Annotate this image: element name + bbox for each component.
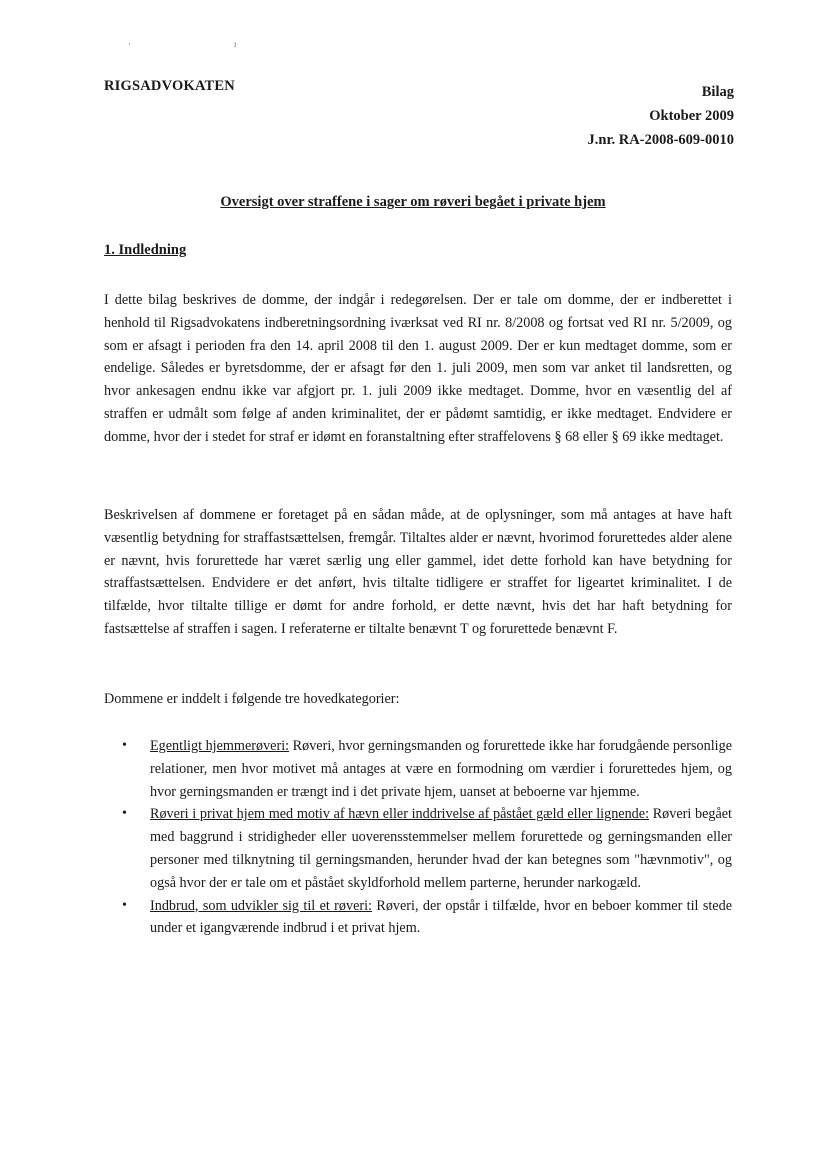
- category-term: Røveri i privat hjem med motiv af hævn eller inddrivelse af påstået gæld eller lignende:: [150, 806, 650, 823]
- document-label: Bilag: [701, 84, 734, 100]
- document-date: Oktober 2009: [649, 108, 734, 124]
- document-meta: [588, 80, 734, 152]
- document-title-wrap: [0, 194, 826, 211]
- paragraph-intro: I dette bilag beskrives de domme, der indgår i redegørelsen. Der er tale om domme, der er indberettet i henhold til Rigsadvokatens indberetningsordning iværksat ved RI nr. 8/2008 og fortsat ved RI nr. 5/2009, og som er afsagt i perioden fra den 14. april 2008 til den 1. august 2009. Der er kun medtaget domme, som er endelige. Således er byretsdomme, der er afsagt før den 1. juli 2009, men som var anket til landsretten, og hvor ankesagen endnu ikke var afgjort pr. 1. juli 2009 ikke medtaget. Domme, hvor en væsentlig del af straffen er udmålt som følge af anden kriminalitet, der er pådømt samtidig, er ikke medtaget. Endvidere er domme, hvor der i stedet for straf er idømt en foranstaltning efter straffelovens § 68 eller § 69 ikke medtaget.: [104, 292, 732, 445]
- paragraph-description: Beskrivelsen af dommene er foretaget på en sådan måde, at de oplysninger, som må antages at have haft væsentlig betydning for straffastsættelsen, fremgår. Tiltaltes alder er nævnt, hvorimod forurettedes alder alene er nævnt, hvis forurettede har været særlig ung eller gammel, idet dette forhold kan have betydning for straffastsættelsen. Endvidere er det anført, hvis tiltalte tidligere er straffet for ligeartet kriminalitet. I de tilfælde, hvor tiltalte tillige er dømt for andre forhold, er dette nævnt, hvis det har haft betydning for fastsættelse af straffen i sagen. I referaterne er tiltalte benævnt T og forurettede benævnt F.: [104, 507, 732, 637]
- journal-number: J.nr. RA-2008-609-0010: [587, 132, 734, 148]
- category-text: Røveri begået med baggrund i stridigheder eller uoverensstemmelser mellem forurettede og gerningsmanden eller personer med tilknytning til gerningsmanden, herunder hvad der kan betegnes som "hævnmotiv", og også hvor der er tale om et påstået skyldforhold mellem parterne, herunder narkogæld.: [150, 806, 732, 891]
- bullet-icon: •: [122, 738, 127, 753]
- paragraph-categories-intro: Dommene er inddelt i følgende tre hovedkategorier:: [104, 691, 400, 707]
- scan-specks: ˈ ˀ: [128, 42, 287, 53]
- list-item: [104, 803, 732, 894]
- list-item: [104, 735, 732, 803]
- category-text: Røveri, hvor gerningsmanden og forurettede ikke har forudgående personlige relationer, men hvor motivet må antages at være en formodning om værdier i forurettedes hjem, og hvor gerningsmanden er trængt ind i det private hjem, uanset at beboerne var hjemme.: [150, 738, 732, 800]
- section-heading: 1. Indledning: [104, 242, 187, 258]
- document-title: Oversigt over straffene i sager om røveri begået i private hjem: [220, 194, 606, 210]
- bullet-icon: •: [122, 806, 127, 822]
- organization-name: RIGSADVOKATEN: [104, 78, 235, 94]
- category-text: Røveri, der opstår i tilfælde, hvor en beboer kommer til stede under et igangværende indbrud i et privat hjem.: [150, 897, 732, 937]
- category-term: Indbrud, som udvikler sig til et røveri:: [150, 897, 372, 914]
- list-item: [104, 895, 732, 941]
- category-term: Egentligt hjemmerøveri:: [150, 738, 290, 754]
- bullet-icon: •: [122, 897, 127, 913]
- category-list: [104, 735, 732, 940]
